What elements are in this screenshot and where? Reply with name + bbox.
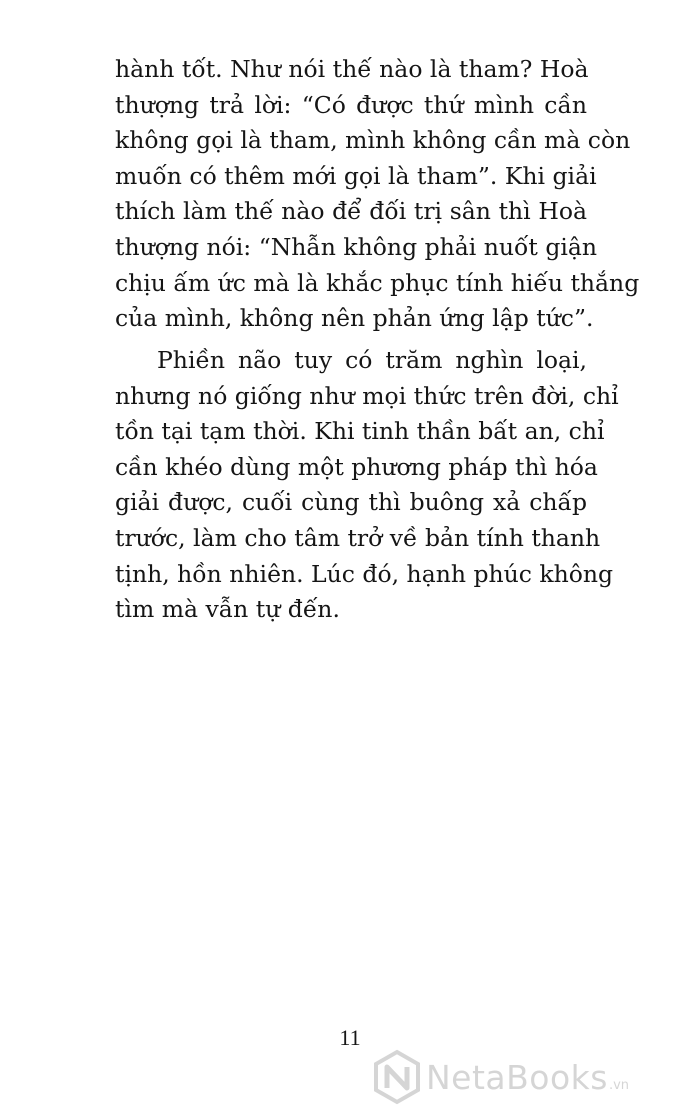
text-line: chịu ấm ức mà là khắc phục tính hiếu thắng (115, 268, 640, 297)
paragraph-1 (115, 52, 640, 337)
text-line: nhưng nó giống như mọi thức trên đời, chỉ (115, 381, 619, 410)
text-line: muốn có thêm mới gọi là tham”. Khi giải (115, 161, 597, 190)
watermark-text: NetaBooks (426, 1057, 608, 1097)
text-line: tịnh, hồn nhiên. Lúc đó, hạnh phúc không (115, 559, 614, 588)
netabooks-logo-icon (372, 1049, 422, 1105)
text-line: thích làm thế nào để đối trị sân thì Hoà (115, 197, 587, 226)
text-line: cần khéo dùng một phương pháp thì hóa (115, 452, 598, 481)
page-number: 11 (339, 1025, 361, 1050)
watermark (372, 1049, 629, 1105)
text-line: của mình, không nên phản ứng lập tức”. (115, 304, 594, 333)
text-line: tìm mà vẫn tự đến. (115, 595, 340, 624)
text-line: tồn tại tạm thời. Khi tinh thần bất an, chỉ (115, 417, 605, 446)
text-line: thượng trả lời: “Có được thứ mình cần (115, 90, 587, 119)
watermark-domain: .vn (608, 1078, 630, 1093)
text-line: thượng nói: “Nhẫn không phải nuốt giận (115, 232, 598, 261)
text-line: trước, làm cho tâm trở về bản tính thanh (115, 523, 601, 552)
text-line: giải được, cuối cùng thì buông xả chấp (115, 488, 587, 517)
text-line: Phiền não tuy có trăm nghìn loại, (157, 346, 587, 374)
paragraph-2 (115, 343, 619, 628)
text-line: hành tốt. Như nói thế nào là tham? Hoà (115, 55, 589, 83)
text-line: không gọi là tham, mình không cần mà còn (115, 126, 631, 155)
